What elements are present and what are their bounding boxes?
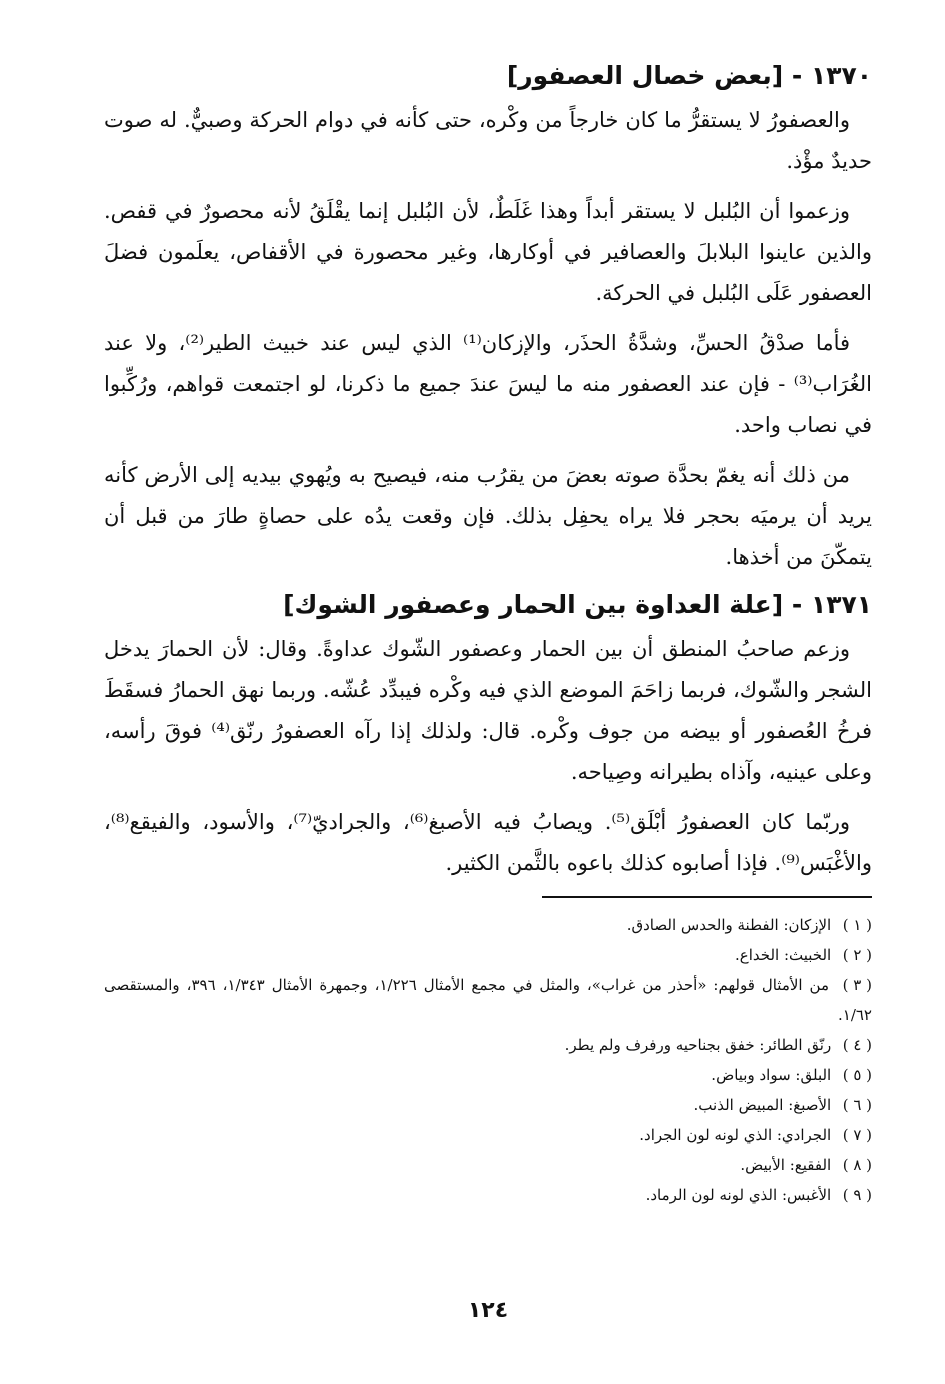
page-number: ١٢٤: [467, 1298, 509, 1323]
paragraph: فأما صدْقُ الحسِّ، وشدَّةُ الحذَر، والإزكان⁽¹⁾ الذي ليس عند خبيث الطير⁽²⁾، ولا عند الغُرَاب⁽³⁾ - فإن عند العصفور منه ما ليسَ عندَ جميع ما ذكرنا، لو اجتمعت قواهم، ورُكِّبوا في نصاب واحد.: [104, 331, 872, 437]
footnote: [104, 910, 872, 940]
footnote: [104, 1120, 872, 1150]
footnote-text: من الأمثال قولهم: «أحذر من غراب»، والمثل في مجمع الأمثال ١/٢٢٦، وجمهرة الأمثال ١/٣٤٣، ٣٩٦، والمستقصى ١/٦٢.: [104, 976, 872, 1024]
paragraph: من ذلك أنه يغمّ بحدَّة صوته بعضَ من يقرُب منه، فيصيح به ويُهوي بيديه إلى الأرض كأنه يريد أن يرميَه بحجر فلا يراه يحفِل بذلك. فإن وقعت يدُه على حصاةٍ طارَ من قبل أن يتمكّنَ من أخذها.: [104, 463, 872, 569]
footnote-number: ( ٧ ): [842, 1126, 872, 1144]
footnote-text: رنّق الطائر: خفق بجناحيه ورفرف ولم يطر.: [564, 1036, 832, 1054]
footnote-text: الأغبس: الذي لونه لون الرماد.: [645, 1186, 832, 1204]
footnote-text: الجرادي: الذي لونه لون الجراد.: [639, 1126, 832, 1144]
footnote-number: ( ٢ ): [842, 946, 872, 964]
footnote: [104, 940, 872, 970]
paragraph: وزعم صاحبُ المنطق أن بين الحمار وعصفور الشّوك عداوةً. وقال: لأن الحمارَ يدخل الشجر والشّوك، فربما زاحَمَ الموضع الذي فيه وكْره فيبدِّد عُشّه. وربما نهق الحمارُ فسقَطَ فرخُ العُصفور أو بيضه من جوف وكْره. قال: ولذلك إذا رآه العصفورُ رنّق⁽⁴⁾ فوقَ رأسه، وعلى عينيه، وآذاه بطيرانه وصِياحه.: [104, 637, 873, 784]
footnote: [104, 1090, 872, 1120]
footnote: [104, 970, 872, 1030]
footnote: [104, 1030, 872, 1060]
footnote-text: البلق: سواد وبياض.: [711, 1066, 832, 1084]
footnote-number: ( ١ ): [842, 916, 872, 934]
footnote: [104, 1060, 872, 1090]
section-heading: ١٣٧١ - [علة العداوة بين الحمار وعصفور الشوك]: [283, 590, 872, 619]
footnote-number: ( ٥ ): [842, 1066, 872, 1084]
footnote-divider: [542, 896, 872, 898]
section-heading: ١٣٧٠ - [بعض خصال العصفور]: [506, 61, 872, 90]
footnote-text: الإزكان: الفطنة والحدس الصادق.: [626, 916, 832, 934]
footnotes-list: [104, 910, 872, 1210]
footnote-number: ( ٦ ): [842, 1096, 872, 1114]
paragraph: والعصفورُ لا يستقرُّ ما كان خارجاً من وكْره، حتى كأنه في دوام الحركة وصبيٌّ. له صوت حديدٌ مؤْذ.: [104, 108, 872, 173]
paragraph: وزعموا أن البُلبل لا يستقر أبداً وهذا غَلَطٌ، لأن البُلبل إنما يقْلَقُ لأنه محصورٌ في قفص. والذين عاينوا البلابلَ والعصافير في أوكارها، وغير محصورة في الأقفاص، يعلَمون فضلَ العصفور عَلَى البُلبل في الحركة.: [104, 199, 872, 305]
footnote-text: الأصبغ: المبيض الذنب.: [693, 1096, 832, 1114]
footnote-text: الخبيث: الخداع.: [735, 946, 832, 964]
footnote-number: ( ٣ ): [842, 976, 872, 994]
book-page: [104, 58, 872, 1348]
footnote-number: ( ٩ ): [842, 1186, 872, 1204]
footnote: [104, 1180, 872, 1210]
footnote-number: ( ٨ ): [842, 1156, 872, 1174]
footnote-number: ( ٤ ): [842, 1036, 872, 1054]
paragraph: وربّما كان العصفورُ أبْلَق⁽⁵⁾. ويصابُ فيه الأصبغ⁽⁶⁾، والجراديّ⁽⁷⁾، والأسود، والفيقع⁽⁸⁾، والأغْبَس⁽⁹⁾. فإذا أصابوه كذلك باعوه بالثَّمن الكثير.: [104, 810, 872, 875]
footnote: [104, 1150, 872, 1180]
footnote-text: الفقيع: الأبيض.: [740, 1156, 832, 1174]
